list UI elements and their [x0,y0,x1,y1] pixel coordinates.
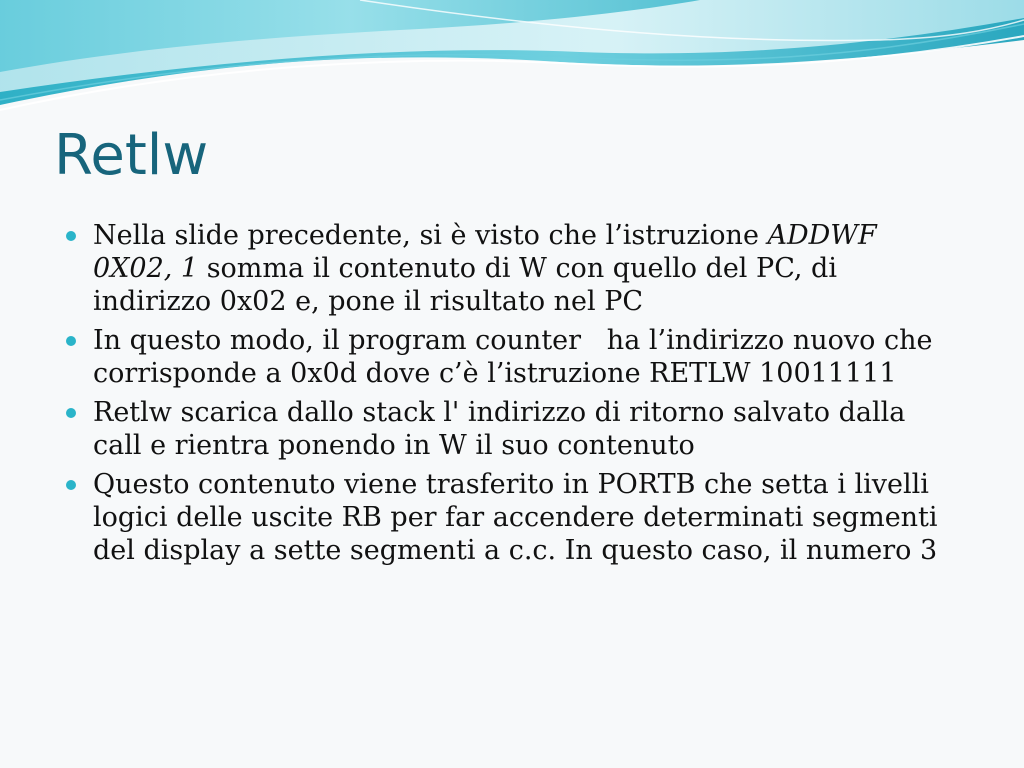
bullet-text-4: Questo contenuto viene trasferito in PORTB che setta i livelli logici delle uscite RB per far accendere determinati segmenti del display a sette segmenti a c.c. In questo caso, il numero 3 [93,469,938,566]
bullet-1-instruction-emphasis: ADDWF 0X02, 1 [93,220,877,284]
bullet-text-2: In questo modo, il program counter ha l’indirizzo nuovo che corrisponde a 0x0d dove c’è l’istruzione RETLW 10011111 [93,325,942,389]
bullet-item-3 [66,396,946,462]
bullet-list [66,219,946,573]
bullet-1-text-before: Nella slide precedente, si è visto che l’istruzione [93,220,768,251]
bullet-1-text-after: somma il contenuto di W con quello del PC, di indirizzo 0x02 e, pone il risultato nel PC [93,253,837,317]
bullet-text-1 [93,220,877,317]
decorative-wave-header [0,0,1024,130]
bullet-dot-icon [66,231,76,241]
bullet-dot-icon [66,480,76,490]
slide-title: Retlw [54,123,209,188]
bullet-item-4 [66,468,946,567]
bullet-dot-icon [66,408,76,418]
bullet-item-1 [66,219,946,318]
bullet-dot-icon [66,336,76,346]
bullet-item-2 [66,324,946,390]
bullet-text-3: Retlw scarica dallo stack l' indirizzo di ritorno salvato dalla call e rientra ponendo in W il suo contenuto [93,397,906,461]
